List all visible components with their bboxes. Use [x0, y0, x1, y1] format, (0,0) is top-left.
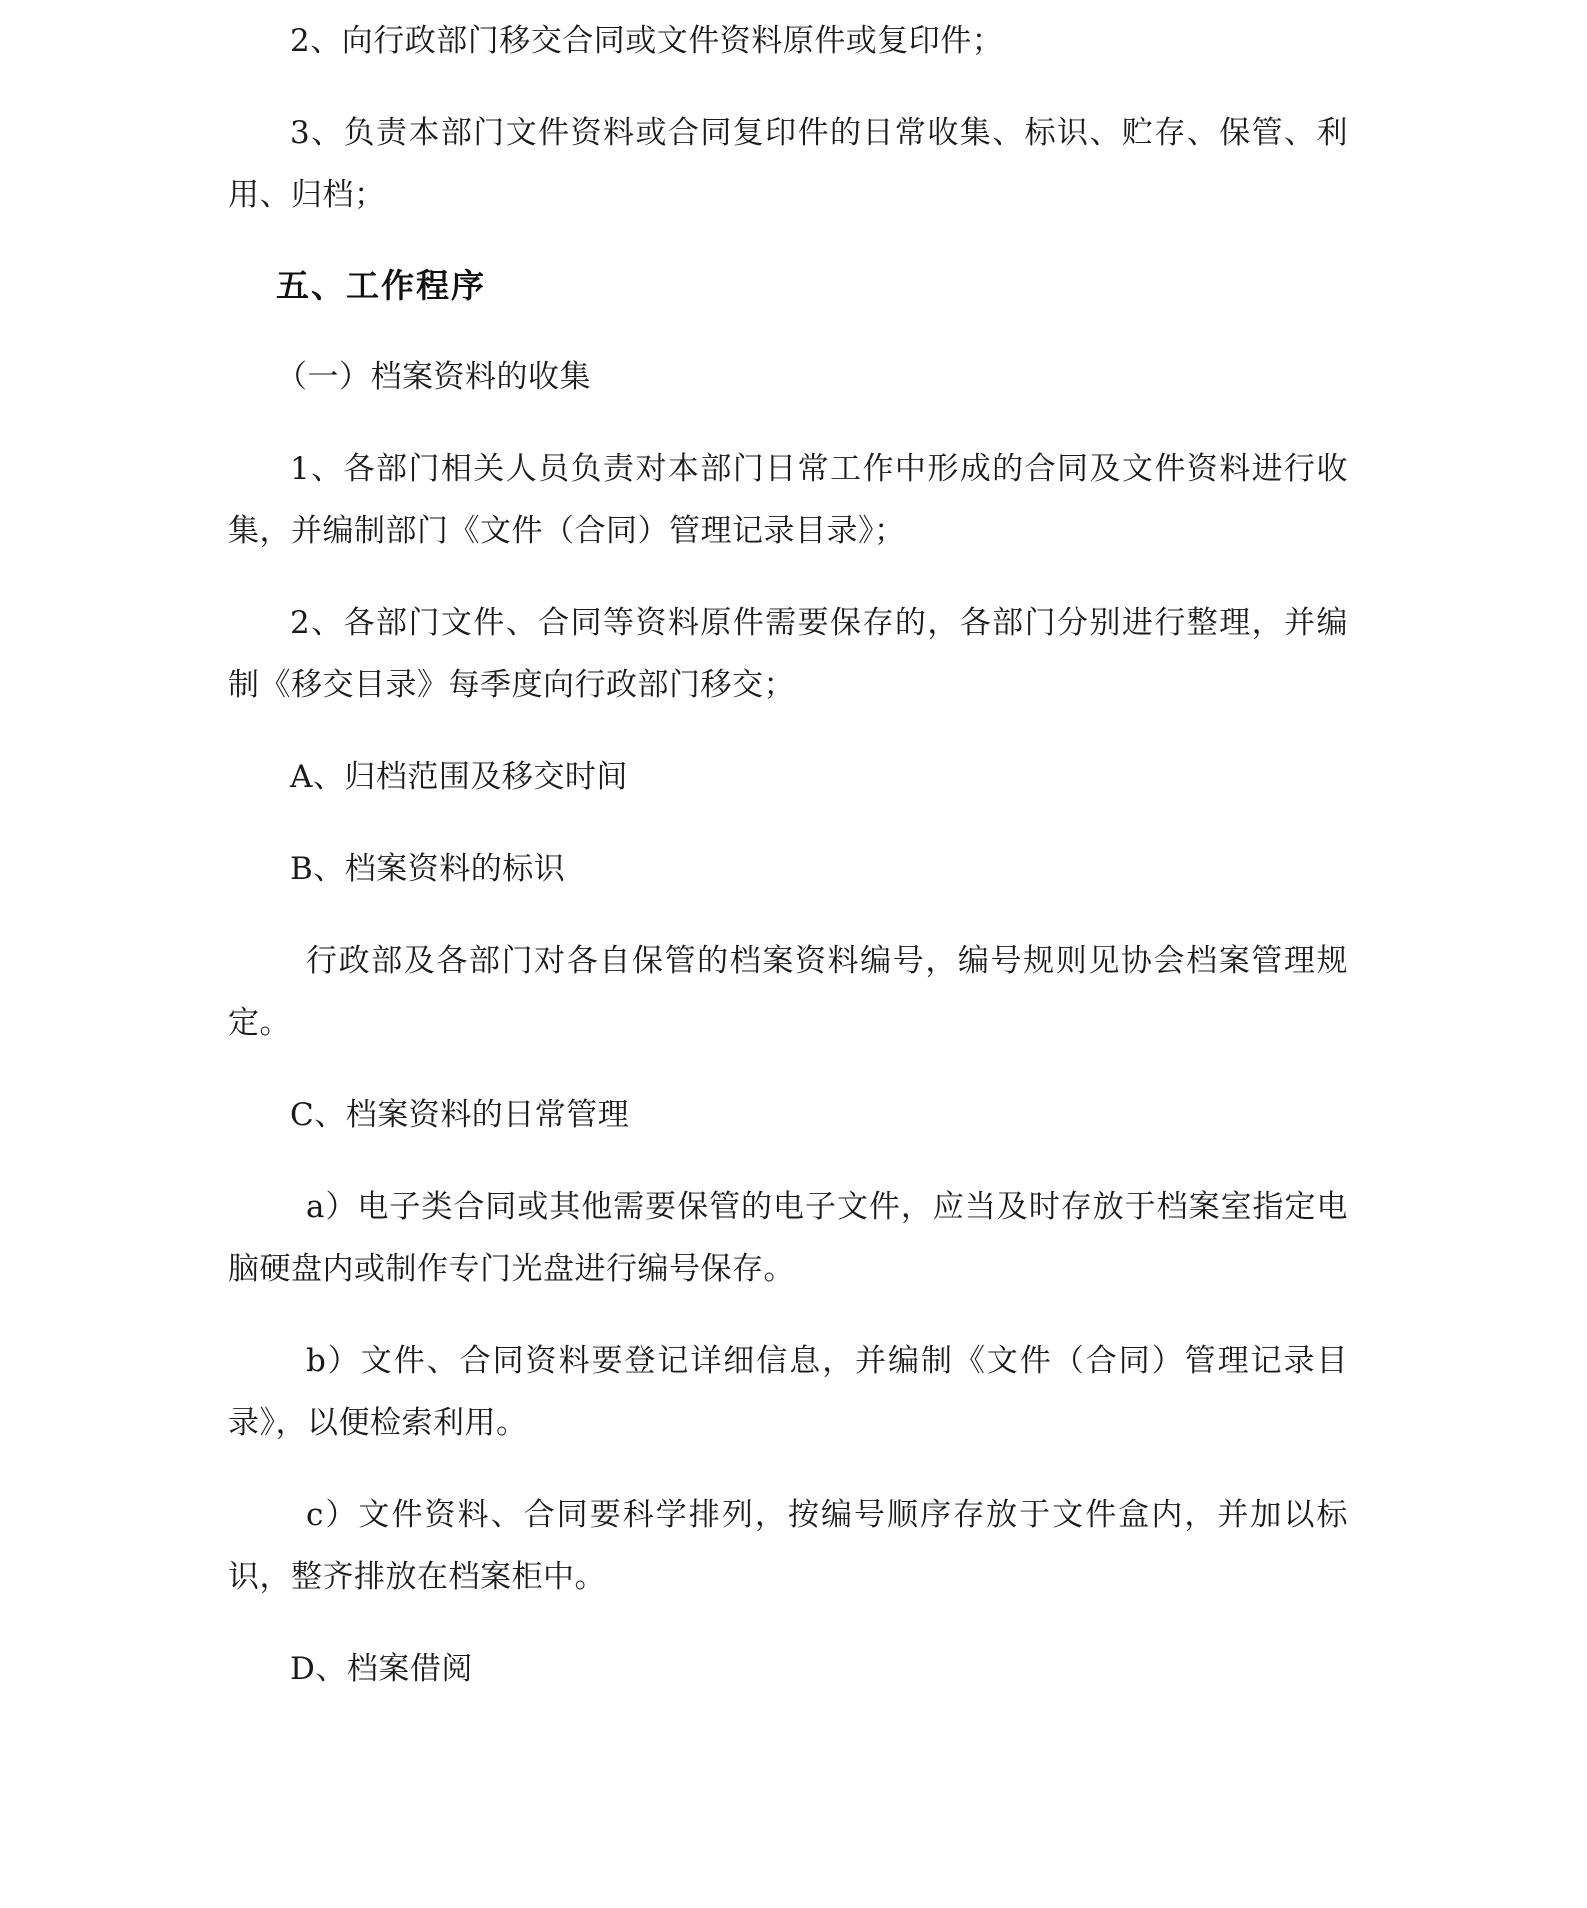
paragraph-subsection-one: （一）档案资料的收集 [276, 359, 591, 395]
paragraph-item-2-transfer: 2、向行政部门移交合同或文件资料原件或复印件； [290, 23, 1004, 59]
paragraph-item-c-arrange: c）文件资料、合同要科学排列，按编号顺序存放于文件盒内，并加以标识，整齐排放在档案柜中。 [228, 1497, 1348, 1595]
paragraph-item-a-electronic: a）电子类合同或其他需要保管的电子文件，应当及时存放于档案室指定电脑硬盘内或制作专门光盘进行编号保存。 [228, 1189, 1348, 1287]
paragraph-item-b-register: b）文件、合同资料要登记详细信息，并编制《文件（合同）管理记录目录》，以便检索利用。 [228, 1343, 1348, 1441]
paragraph-item-1-collect: 1、各部门相关人员负责对本部门日常工作中形成的合同及文件资料进行收集，并编制部门《文件（合同）管理记录目录》； [228, 451, 1348, 549]
paragraph-item-d-borrow: D、档案借阅 [290, 1651, 473, 1687]
document-body [228, 0, 1348, 1730]
paragraph-item-b-identification: B、档案资料的标识 [290, 851, 566, 887]
paragraph-item-3-daily-collect: 3、负责本部门文件资料或合同复印件的日常收集、标识、贮存、保管、利用、归档； [228, 115, 1348, 213]
paragraph-item-c-daily-management: C、档案资料的日常管理 [290, 1097, 630, 1133]
paragraph-item-2-originals: 2、各部门文件、合同等资料原件需要保存的，各部门分别进行整理，并编制《移交目录》每季度向行政部门移交； [228, 605, 1348, 703]
paragraph-item-a-scope: A、归档范围及移交时间 [290, 759, 628, 795]
paragraph-item-b-body: 行政部及各部门对各自保管的档案资料编号，编号规则见协会档案管理规定。 [228, 943, 1348, 1041]
heading-section-five: 五、工作程序 [276, 266, 486, 305]
